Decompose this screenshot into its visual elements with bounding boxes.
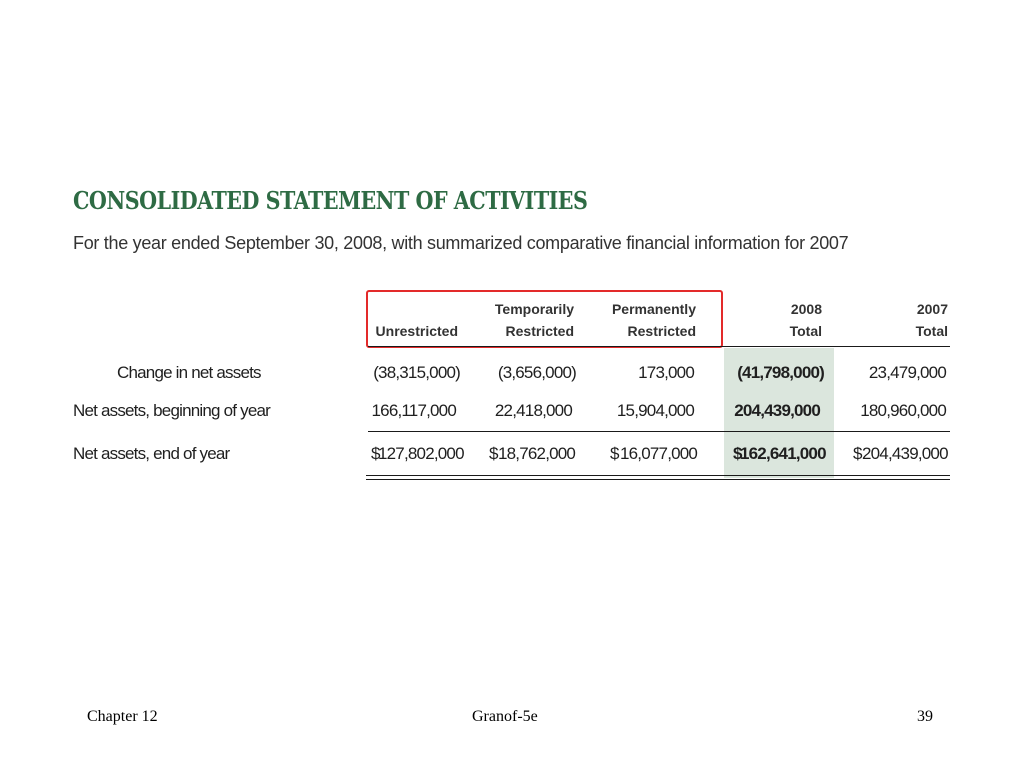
cell-2008-total: 162,641,000 bbox=[740, 444, 826, 463]
cell-permanently-restricted: 173,000 bbox=[638, 363, 694, 382]
column-header-2007-total bbox=[850, 298, 948, 342]
currency-symbol: $ bbox=[853, 444, 862, 463]
column-header-line1: 2008 bbox=[790, 301, 822, 317]
column-header-permanently-restricted bbox=[590, 298, 696, 342]
column-header-line2: Total bbox=[915, 323, 948, 339]
column-header-line2: Total bbox=[789, 323, 822, 339]
column-header-2008-total bbox=[730, 298, 822, 342]
column-header-line2: Restricted bbox=[505, 323, 574, 339]
column-header-line1: 2007 bbox=[916, 301, 948, 317]
column-header-line2: Unrestricted bbox=[375, 323, 458, 339]
cell-temporarily-restricted: (3,656,000) bbox=[497, 363, 576, 382]
cell-permanently-restricted: 16,077,000 bbox=[620, 444, 698, 463]
footer-book: Granof-5e bbox=[472, 708, 538, 725]
cell-2008-total: 204,439,000 bbox=[734, 401, 820, 420]
header-rule bbox=[368, 346, 950, 347]
row-label: Net assets, beginning of year bbox=[73, 401, 270, 420]
column-header-line1: Permanently bbox=[611, 301, 696, 317]
cell-unrestricted: 166,117,000 bbox=[371, 401, 456, 420]
row-label: Net assets, end of year bbox=[73, 444, 230, 463]
cell-2007-total: 204,439,000 bbox=[862, 444, 948, 463]
cell-2007-total: 180,960,000 bbox=[860, 401, 946, 420]
column-header-line1 bbox=[360, 298, 458, 320]
cell-temporarily-restricted: 22,418,000 bbox=[494, 401, 572, 420]
currency-symbol: $ bbox=[489, 444, 498, 463]
double-rule-top bbox=[366, 475, 950, 476]
column-header-temporarily-restricted bbox=[470, 298, 574, 342]
double-rule-bottom bbox=[366, 479, 950, 480]
statement-title: CONSOLIDATED STATEMENT OF ACTIVITIES bbox=[73, 186, 588, 215]
cell-unrestricted: 127,802,000 bbox=[378, 444, 464, 463]
footer-chapter: Chapter 12 bbox=[87, 708, 158, 725]
currency-symbol: $ bbox=[733, 444, 742, 463]
currency-symbol: $ bbox=[371, 444, 380, 463]
cell-2007-total: 23,479,000 bbox=[868, 363, 946, 382]
column-header-line2: Restricted bbox=[627, 323, 696, 339]
currency-symbol: $ bbox=[610, 444, 619, 463]
cell-2008-total: (41,798,000) bbox=[737, 363, 824, 382]
footer-page-number: 39 bbox=[917, 708, 933, 725]
column-header-line1: Temporarily bbox=[494, 301, 574, 317]
row-label: Change in net assets bbox=[117, 363, 261, 382]
cell-unrestricted: (38,315,000) bbox=[373, 363, 460, 382]
cell-permanently-restricted: 15,904,000 bbox=[616, 401, 694, 420]
cell-temporarily-restricted: 18,762,000 bbox=[498, 444, 576, 463]
statement-subtitle: For the year ended September 30, 2008, with summarized comparative financial information for 2007 bbox=[73, 233, 849, 253]
subtotal-rule bbox=[368, 431, 950, 432]
column-header-unrestricted bbox=[360, 298, 458, 342]
